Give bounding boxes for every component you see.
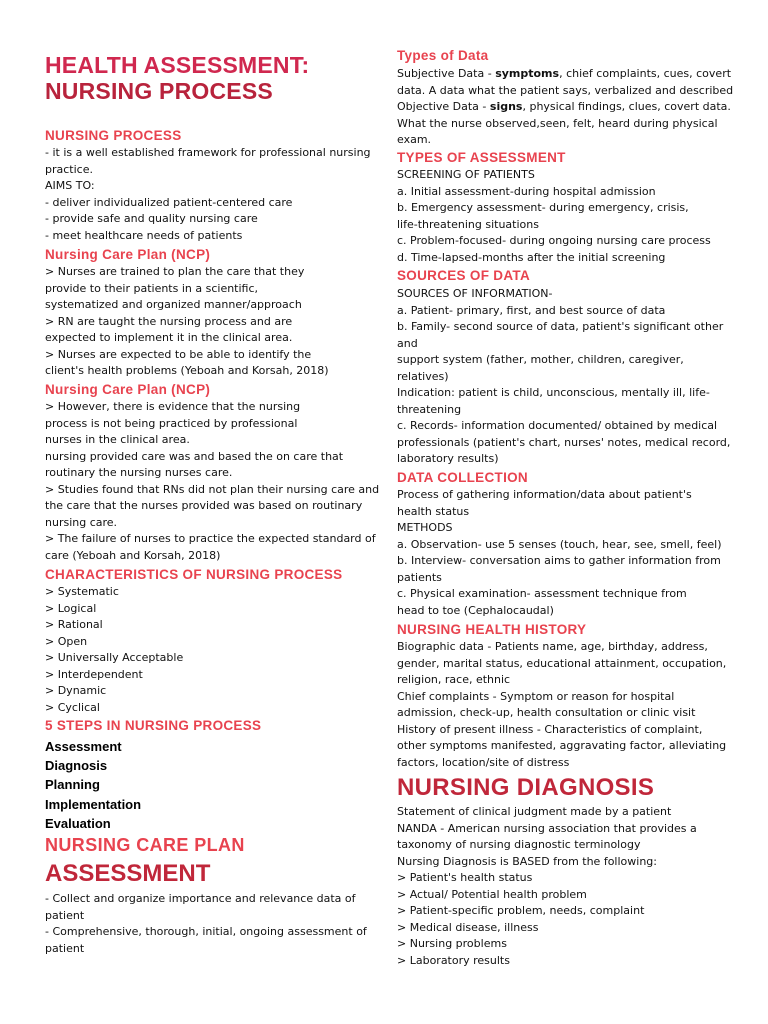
- types-of-assessment-text: SCREENING OF PATIENTS a. Initial assessment-during hospital admission b. Emergency assessment- during emergency, crisis, life-threatening situations c. Problem-focused- during ongoing nursing care process d. Time-lapsed-months after the initial screening: [397, 168, 711, 264]
- data-collection-text: Process of gathering information/data about patient's health status METHODS a. Observation- use 5 senses (touch, hear, see, smell, feel) b. Interview- conversation aims to gather information from patients c. Physical examination- assessment technique from head to toe (Cephalocaudal): [397, 488, 722, 617]
- heading-sources-of-data: SOURCES OF DATA: [397, 268, 531, 283]
- heading-nursing-process: NURSING PROCESS: [45, 128, 182, 143]
- ncp-1-text: > Nurses are trained to plan the care that they provide to their patients in a scientific, systematized and organized manner/approach > RN are taught the nursing process and are expected to implement it in the clinical area. > Nurses are expected to be able to identify the client's health problems (Yeboah and Korsah, 2018): [45, 265, 329, 377]
- heading-types-of-assessment: TYPES OF ASSESSMENT: [397, 150, 566, 165]
- ncp-2-text: > However, there is evidence that the nursing process is not being practiced by professional nurses in the clinical area. nursing provided care was and based the on care that routinary the nursing nurses care. > Studies found that RNs did not plan their nursing care and the care that the nurses provided was based on routinary nursing care. > The failure of nurses to practice the expected standard of care (Yeboah and Korsah, 2018): [45, 400, 380, 562]
- assessment-text: - Collect and organize importance and relevance data of patient - Comprehensive, thorough, initial, ongoing assessment of patient: [45, 892, 367, 955]
- heading-types-of-data: Types of Data: [397, 48, 489, 63]
- characteristics-list: > Systematic > Logical > Rational > Open > Universally Acceptable > Interdependent > Dynamic > Cyclical: [45, 585, 184, 714]
- types-of-data-text: Subjective Data - symptoms, chief complaints, cues, covert data. A data what the patient says, verbalized and described Objective Data - signs, physical findings, clues, covert data. What the nurse observed,seen, felt, heard during physical exam.: [397, 67, 734, 146]
- heading-five-steps: 5 STEPS IN NURSING PROCESS: [45, 718, 262, 733]
- heading-ncp-1: Nursing Care Plan (NCP): [45, 247, 211, 262]
- heading-assessment: ASSESSMENT: [45, 860, 211, 887]
- page-title: HEALTH ASSESSMENT: NURSING PROCESS: [45, 52, 310, 104]
- heading-data-collection: DATA COLLECTION: [397, 470, 528, 485]
- heading-nursing-care-plan: NURSING CARE PLAN: [45, 835, 245, 855]
- sources-of-data-text: SOURCES OF INFORMATION- a. Patient- primary, first, and best source of data b. Family- second source of data, patient's significant other and support system (father, mother, children, caregiver, relatives) Indication: patient is child, unconscious, mentally ill, life- threatening c. Records- information documented/ obtained by medical professionals (patient's chart, nurses' notes, medical record, laboratory results): [397, 287, 731, 465]
- heading-nursing-health-history: NURSING HEALTH HISTORY: [397, 622, 587, 637]
- nursing-process-text: - it is a well established framework for professional nursing practice. AIMS TO: - deliver individualized patient-centered care - provide safe and quality nursing care - meet healthcare needs of patients: [45, 146, 371, 242]
- heading-ncp-2: Nursing Care Plan (NCP): [45, 382, 211, 397]
- nursing-health-history-text: Biographic data - Patients name, age, birthday, address, gender, marital status, educational attainment, occupation, religion, race, ethnic Chief complaints - Symptom or reason for hospital admission, check-up, health consultation or clinic visit History of present illness - Characteristics of complaint, other symptoms manifested, aggravating factor, alleviating factors, location/site of distress: [397, 640, 727, 769]
- five-steps-list: Assessment Diagnosis Planning Implementation Evaluation: [45, 739, 142, 831]
- heading-characteristics: CHARACTERISTICS OF NURSING PROCESS: [45, 567, 343, 582]
- heading-nursing-diagnosis: NURSING DIAGNOSIS: [397, 774, 655, 801]
- nursing-diagnosis-text: Statement of clinical judgment made by a patient NANDA - American nursing association that provides a taxonomy of nursing diagnostic terminology Nursing Diagnosis is BASED from the following: > Patient's health status > Actual/ Potential health problem > Patient-specific problem, needs, complaint > Medical disease, illness > Nursing problems > Laboratory results: [397, 805, 697, 967]
